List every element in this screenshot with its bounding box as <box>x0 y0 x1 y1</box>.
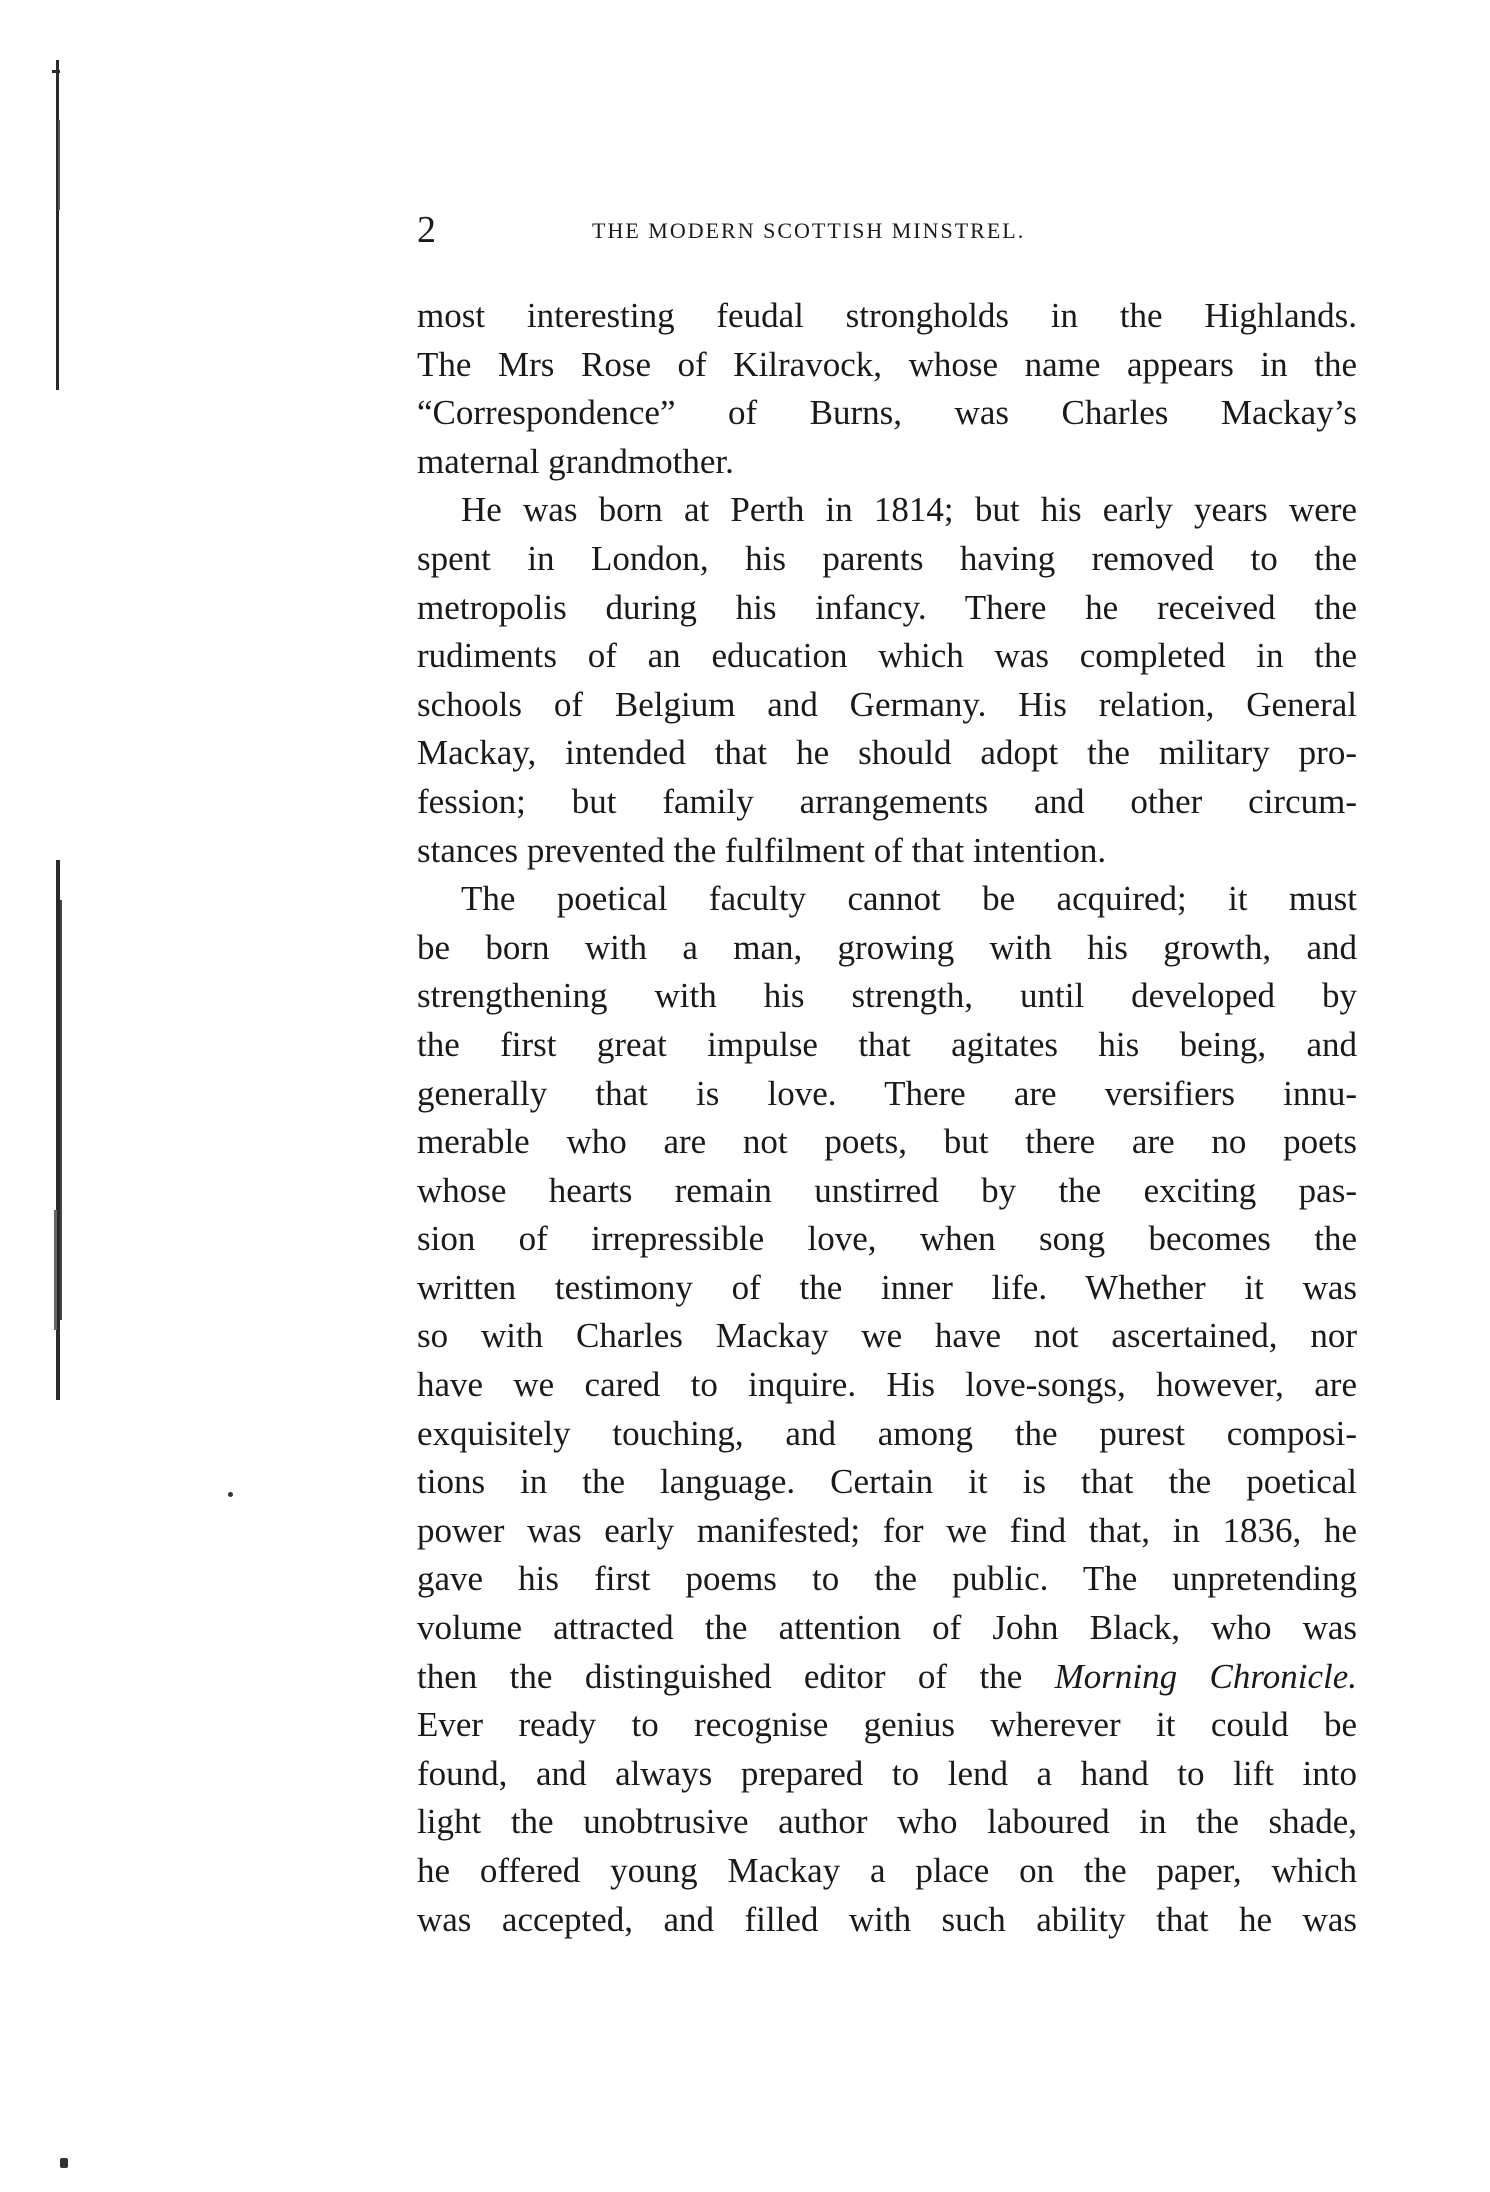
text-line-content: power was early manifested; for we find that, in 1836, he <box>417 1510 1357 1550</box>
text-line <box>417 584 1357 633</box>
spine-mark <box>52 70 60 73</box>
text-line <box>417 1264 1357 1313</box>
text-line-content: schools of Belgium and Germany. His relation, General <box>417 684 1357 724</box>
text-line-content: He was born at Perth in 1814; but his early years were <box>461 490 1357 530</box>
text-line <box>417 1021 1357 1070</box>
text-line-content: light the unobtrusive author who laboured in the shade, <box>417 1802 1357 1842</box>
text-line <box>417 292 1357 341</box>
text-line-content: The poetical faculty cannot be acquired; it must <box>461 879 1357 919</box>
text-line <box>417 1118 1357 1167</box>
text-line-content: have we cared to inquire. His love-songs, however, are <box>417 1365 1357 1405</box>
text-line <box>417 681 1357 730</box>
spine-mark <box>54 1210 57 1330</box>
running-title: THE MODERN SCOTTISH MINSTREL. <box>592 218 1026 243</box>
text-line <box>417 924 1357 973</box>
text-line-content: most interesting feudal strongholds in the Highlands. <box>417 296 1357 335</box>
text-line-content: exquisitely touching, and among the purest composi- <box>417 1413 1357 1453</box>
text-line <box>417 1847 1357 1896</box>
text-line-content: was accepted, and filled with such ability that he was <box>417 1899 1357 1939</box>
text-line-content: sion of irrepressible love, when song becomes the <box>417 1219 1357 1259</box>
spine-mark <box>56 60 59 390</box>
text-line <box>417 1701 1357 1750</box>
ink-speck <box>228 1492 233 1497</box>
text-line-content: the first great impulse that agitates his being, and <box>417 1024 1357 1064</box>
text-line <box>417 1798 1357 1847</box>
body-text <box>417 292 1357 1944</box>
text-line-content: strengthening with his strength, until developed by <box>417 976 1357 1016</box>
text-line-content: The Mrs Rose of Kilravock, whose name appears in the <box>417 344 1357 384</box>
text-line <box>417 1167 1357 1216</box>
text-line-content: Ever ready to recognise genius wherever it could be <box>417 1705 1357 1745</box>
text-line <box>417 438 1357 487</box>
text-line <box>417 875 1357 924</box>
text-line-content: Mackay, intended that he should adopt the military pro- <box>417 733 1357 773</box>
text-line-content: rudiments of an education which was completed in the <box>417 636 1357 676</box>
text-line <box>417 827 1357 876</box>
text-line <box>417 778 1357 827</box>
spine-mark <box>58 120 60 210</box>
text-line-content: stances prevented the fulfilment of that intention. <box>417 830 1107 870</box>
text-line <box>417 1604 1357 1653</box>
text-line <box>417 535 1357 584</box>
text-line <box>417 1896 1357 1945</box>
text-line-content: gave his first poems to the public. The unpretending <box>417 1559 1357 1599</box>
italic-title: Morning Chronicle. <box>1054 1656 1357 1696</box>
text-line-content: volume attracted the attention of John Black, who was <box>417 1608 1357 1648</box>
text-line <box>417 1361 1357 1410</box>
text-line <box>417 389 1357 438</box>
text-line <box>417 486 1357 535</box>
text-line-content: merable who are not poets, but there are no poets <box>417 1122 1357 1162</box>
text-line <box>417 729 1357 778</box>
text-line <box>417 341 1357 390</box>
binding-edge-marks <box>52 60 66 1410</box>
text-line-content: so with Charles Mackay we have not ascertained, nor <box>417 1316 1357 1356</box>
text-line <box>417 632 1357 681</box>
text-line-content: whose hearts remain unstirred by the exciting pas- <box>417 1170 1357 1210</box>
text-line <box>417 1653 1357 1702</box>
text-line-content: maternal grandmother. <box>417 441 734 481</box>
text-line-content: fession; but family arrangements and other circum- <box>417 781 1357 821</box>
ink-speck <box>60 2158 68 2168</box>
text-line-content: found, and always prepared to lend a hand to lift into <box>417 1753 1357 1793</box>
text-line <box>417 1507 1357 1556</box>
text-line <box>417 1410 1357 1459</box>
text-line-content: then the distinguished editor of the <box>417 1656 1055 1696</box>
spine-mark <box>60 900 62 1320</box>
text-line-content: he offered young Mackay a place on the paper, which <box>417 1851 1357 1890</box>
text-line-content: generally that is love. There are versifiers innu- <box>417 1073 1357 1113</box>
text-line-content: written testimony of the inner life. Whether it was <box>417 1267 1357 1307</box>
text-line <box>417 1750 1357 1799</box>
text-line <box>417 1458 1357 1507</box>
text-line-content: metropolis during his infancy. There he received the <box>417 587 1357 627</box>
text-line <box>417 1555 1357 1604</box>
text-line-content: tions in the language. Certain it is that the poetical <box>417 1462 1357 1502</box>
text-line <box>417 1215 1357 1264</box>
page-number: 2 <box>417 209 437 251</box>
text-line-content: be born with a man, growing with his growth, and <box>417 927 1357 967</box>
text-line-content: “Correspondence” of Burns, was Charles Mackay’s <box>417 393 1357 433</box>
text-line <box>417 972 1357 1021</box>
text-line <box>417 1070 1357 1119</box>
text-line-content: spent in London, his parents having removed to the <box>417 538 1357 578</box>
text-line <box>417 1312 1357 1361</box>
page-header <box>417 208 1357 258</box>
